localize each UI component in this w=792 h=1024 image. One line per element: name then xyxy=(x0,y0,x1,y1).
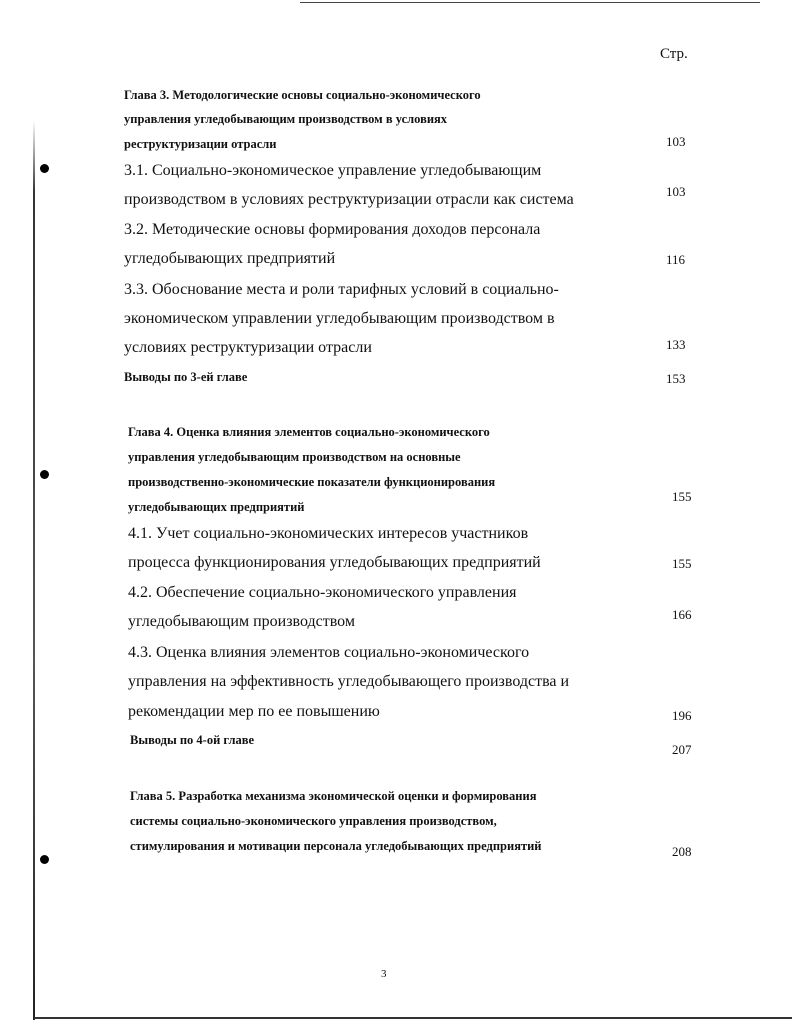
toc-item-3-1-page: 103 xyxy=(666,184,686,199)
toc-item-4-3-line: рекомендации мер по ее повышению xyxy=(128,703,380,720)
heading-line: производственно-экономические показатели функционирования xyxy=(128,475,496,489)
toc-item-3-1-line: производством в условиях реструктуризации отрасли как система xyxy=(124,191,574,208)
heading-line: системы социально-экономического управления производством, xyxy=(130,814,497,828)
punch-hole-mark xyxy=(40,164,49,173)
toc-item-4-1-line: 4.1. Учет социально-экономических интересов участников xyxy=(128,525,529,542)
heading-line: управления угледобывающим производством на основные xyxy=(128,450,461,464)
toc-item-4-3-line: 4.3. Оценка влияния элементов социально-экономического xyxy=(128,644,530,661)
toc-item-3-2-line: угледобывающих предприятий xyxy=(124,250,336,267)
toc-item-4-1-page: 155 xyxy=(672,556,692,571)
toc-item-3-3-line: экономическом управлении угледобывающим производством в xyxy=(124,310,555,327)
chapter-4-page: 155 xyxy=(672,489,692,504)
chapter-3-page: 103 xyxy=(666,134,686,149)
chapter-4-conclusion: Выводы по 4-ой главе xyxy=(130,733,255,747)
chapter-3-conclusion-page: 153 xyxy=(666,371,686,386)
heading-line: управления угледобывающим производством в условиях xyxy=(124,112,448,126)
toc-item-3-2-line: 3.2. Методические основы формирования доходов персонала xyxy=(124,221,541,238)
heading-line: стимулирования и мотивации персонала угледобывающих предприятий xyxy=(130,839,542,853)
footer-page-number: 3 xyxy=(381,968,387,980)
toc-item-3-1-line: 3.1. Социально-экономическое управление угледобывающим xyxy=(124,162,542,179)
toc-item-3-3-page: 133 xyxy=(666,337,686,352)
toc-item-4-2-page: 166 xyxy=(672,607,692,622)
toc-item-3-2-page: 116 xyxy=(666,252,686,267)
chapter-4-conclusion-page: 207 xyxy=(672,742,692,757)
heading-line: Глава 5. Разработка механизма экономической оценки и формирования xyxy=(130,789,537,803)
scan-edge-top xyxy=(300,2,760,3)
toc-item-4-1-line: процесса функционирования угледобывающих предприятий xyxy=(128,554,541,571)
chapter-3-conclusion: Выводы по 3-ей главе xyxy=(124,370,248,384)
heading-line: реструктуризации отрасли xyxy=(124,137,277,151)
toc-item-4-2-line: 4.2. Обеспечение социально-экономического управления xyxy=(128,584,517,601)
heading-line: Глава 3. Методологические основы социально-экономического xyxy=(124,88,481,102)
toc-item-4-2-line: угледобывающим производством xyxy=(128,613,355,630)
toc-item-3-3-line: условиях реструктуризации отрасли xyxy=(124,339,372,356)
toc-item-4-3-line: управления на эффективность угледобывающего производства и xyxy=(128,673,570,690)
page-column-label: Стр. xyxy=(660,46,688,62)
scan-edge-bottom xyxy=(34,1017,792,1019)
toc-item-4-3-page: 196 xyxy=(672,708,692,723)
heading-line: угледобывающих предприятий xyxy=(128,500,305,514)
scan-edge-left xyxy=(33,120,35,1020)
punch-hole-mark xyxy=(40,855,49,864)
heading-line: Глава 4. Оценка влияния элементов социально-экономического xyxy=(128,425,490,439)
punch-hole-mark xyxy=(40,470,49,479)
toc-item-3-3-line: 3.3. Обоснование места и роли тарифных условий в социально- xyxy=(124,281,559,298)
chapter-5-page: 208 xyxy=(672,844,692,859)
